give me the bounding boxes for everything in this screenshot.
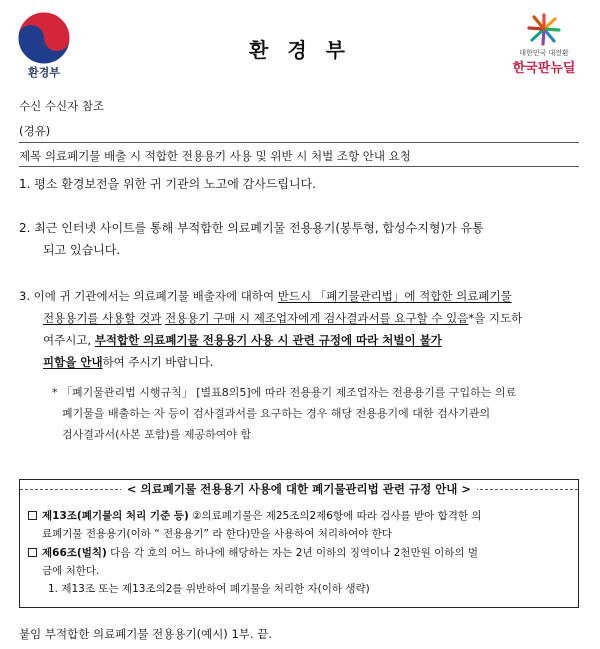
paragraph-2-line-1: 2. 최근 인터넷 사이트를 통해 부적합한 의료폐기물 전용용기(봉투형, 합성수지형)가 유통 [19, 221, 484, 235]
underlined-text: 전용용기를 사용할 것과 [43, 311, 162, 325]
regulation-item-1-cont: 료폐기물 전용용기(이하 “ 전용용기” 라 한다)만을 사용하여 처리하여야 한다 [42, 528, 393, 540]
text-run: 여주시고, [43, 333, 95, 347]
bold-underlined-text: 피함을 안내 [43, 355, 103, 369]
via-line: (경유) [19, 124, 51, 138]
attachment-line: 붙임 부적합한 의료폐기물 전용용기(예시) 1부. 끝. [19, 627, 272, 641]
text-run: *을 지도하 [468, 311, 523, 325]
footnote-line-3: 검사결과서(사본 포함)를 제공하여야 함 [62, 428, 252, 441]
regulation-box-title: < 의료폐기물 전용용기 사용에 대한 폐기물관리법 관련 규정 안내 > [20, 480, 578, 498]
text-run: 하여 주시기 바랍니다. [102, 355, 214, 369]
ministry-label: 환경부 [28, 66, 60, 79]
article-heading: 제13조(폐기물의 처리 기준 등) [42, 510, 189, 522]
subject-line: 제목 의료폐기물 배출 시 적합한 전용용기 사용 및 위반 시 처벌 조항 안내 요청 [19, 149, 411, 163]
brand-name: 한국판뉴딜 [512, 61, 576, 76]
paragraph-3-line-3 [43, 329, 442, 351]
underlined-text: 반드시 「폐기물관리법」에 적합한 의료폐기물 [277, 289, 512, 303]
recipient-line: 수신 수신자 참조 [19, 99, 105, 113]
paragraph-1: 1. 평소 환경보전을 위한 귀 기관의 노고에 감사드립니다. [19, 177, 316, 191]
footnote-line-1: * 「폐기물관리법 시행규칙」 [별표8의5]에 따라 전용용기 제조업자는 전용용기를 구입하는 의료 [52, 386, 517, 399]
square-bullet-icon [28, 511, 37, 520]
article-text: ②의료폐기물은 제25조의2제6항에 따라 검사를 받아 합격한 의 [188, 510, 482, 522]
article-text: 다음 각 호의 어느 하나에 해당하는 자는 2년 이하의 징역이나 2천만원 이하의 벌 [106, 547, 478, 559]
article-heading: 제66조(벌칙) [42, 547, 107, 559]
regulation-item-2 [28, 544, 478, 563]
brand-subtitle: 대한민국 대전환 [519, 49, 569, 57]
regulation-item-2-sub: 1. 제13조 또는 제13조의2를 위반하여 폐기물을 처리한 자(이하 생략) [48, 583, 370, 595]
paragraph-3-line-2 [43, 307, 522, 329]
divider [19, 142, 579, 143]
paragraph-3-line-4 [43, 351, 214, 373]
paragraph-2-line-2: 되고 있습니다. [43, 243, 121, 257]
document-title: 환 경 부 [249, 38, 351, 62]
paragraph-3-line-1 [19, 285, 512, 307]
regulation-item-1 [28, 507, 482, 526]
new-deal-logo-icon [524, 12, 564, 46]
square-bullet-icon [28, 548, 37, 557]
regulation-box [19, 479, 579, 608]
text-run: 3. 이에 귀 기관에서는 의료폐기물 배출자에 대하여 [19, 289, 278, 303]
divider [19, 166, 579, 167]
underlined-text: 전용용기 구매 시 제조업자에게 검사결과서를 요구할 수 있음 [165, 311, 469, 325]
bold-underlined-text: 부적합한 의료폐기물 전용용기 사용 시 관련 규정에 따라 처벌이 불가 [94, 333, 442, 347]
footnote-line-2: 폐기물을 배출하는 자 등이 검사결과서를 요구하는 경우 해당 전용용기에 대한 검사기관의 [62, 407, 491, 420]
regulation-item-2-cont: 금에 처한다. [42, 565, 100, 577]
